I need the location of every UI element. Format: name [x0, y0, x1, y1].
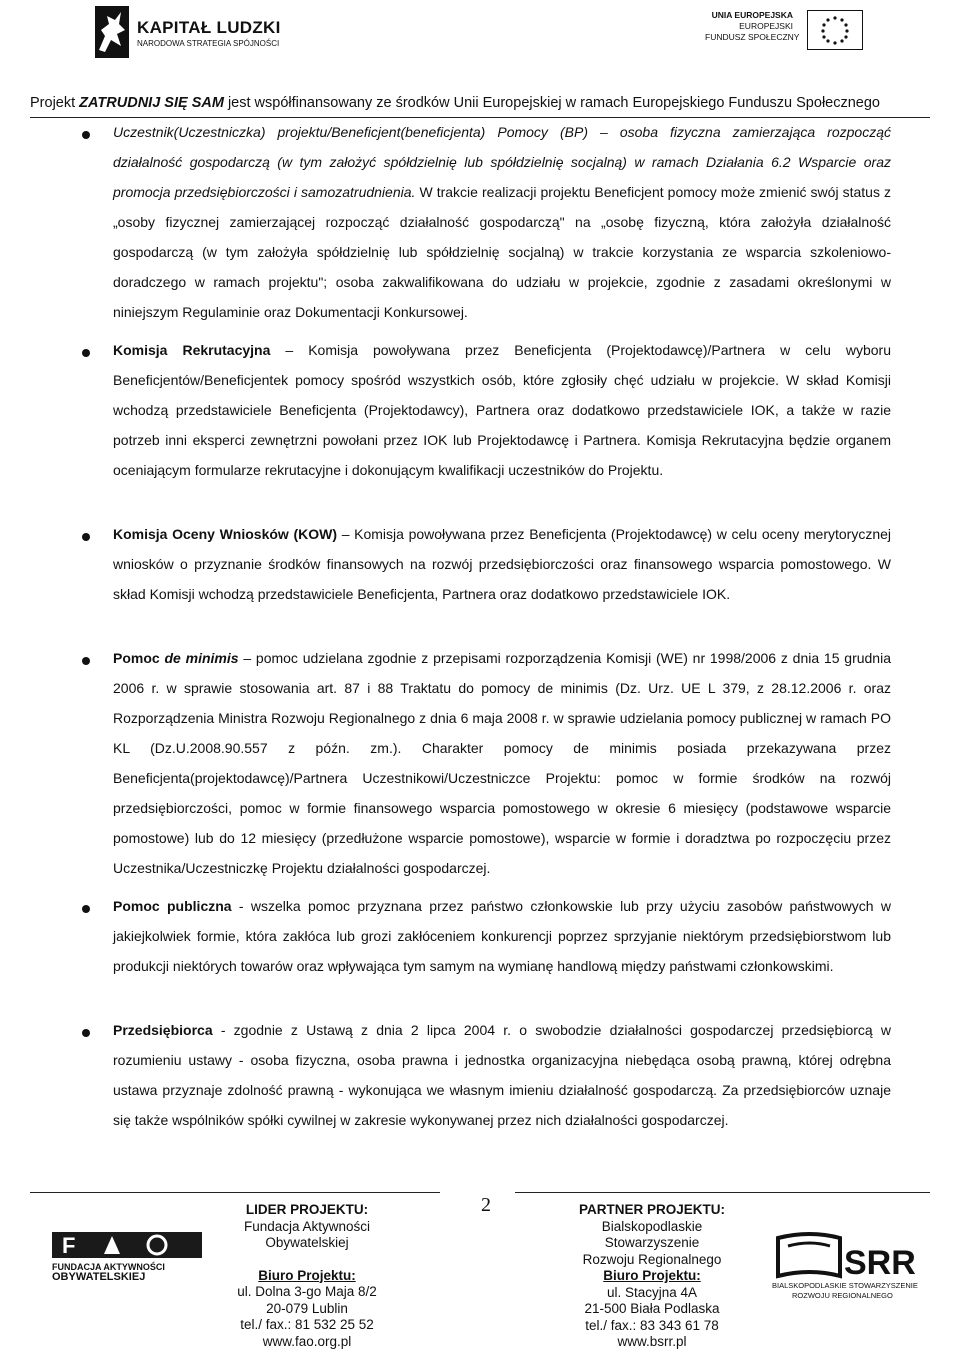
definition-body: - wszelka pomoc przyznana przez państwo członkowskie lub przy użyciu zasobów państwowych w jakiejkolwiek formie, która zakłóca lub grozi zakłóceniem konkurencji poprzez sprzyjanie niektórym przedsiębiorstwom lub produkcji niektórych towarów oraz wpływająca tym samym na wymianę handlową między państwami członkowskimi. [113, 898, 892, 974]
definition-term: Komisja Oceny Wniosków (KOW) [113, 526, 338, 542]
fao-logo-line-1: FUNDACJA AKTYWNOŚCI [52, 1262, 165, 1272]
leader-city: 20-079 Lublin [266, 1300, 348, 1316]
project-funding-line [30, 95, 930, 111]
definition-text [113, 891, 891, 981]
bullet-icon [82, 349, 90, 357]
definition-body: - zgodnie z Ustawą z dnia 2 lipca 2004 r. o swobodzie działalności gospodarczej przedsiębiorcą w rozumieniu ustawy - osoba fizyczna, osoba prawna i jednostka organizacyjna niebędąca osobą prawną, której odrębna ustawa przyznaje zdolność prawną - wykonująca we własnym imieniu działalność gospodarczą. Za przedsiębiorców uznaje się także wspólników spółki cywilnej w zakresie wykonywanej przez nich działalności gospodarczej. [113, 1022, 891, 1128]
eu-line-3: FUNDUSZ SPOŁECZNY [705, 32, 800, 42]
project-partner-info [557, 1202, 747, 1351]
bullet-icon [82, 533, 90, 541]
eu-logo-text [705, 10, 800, 43]
svg-text:SRR: SRR [844, 1244, 916, 1282]
kapital-ludzki-emblem-icon [95, 6, 129, 58]
project-prefix: Projekt [30, 95, 80, 111]
fao-logo [52, 1232, 202, 1280]
footer-divider-left [30, 1192, 440, 1193]
bsrr-logo-line-1: BIALSKOPODLASKIE STOWARZYSZENIE [772, 1281, 918, 1290]
bullet-icon [82, 1029, 90, 1037]
kapital-ludzki-subtitle: NARODOWA STRATEGIA SPÓJNOŚCI [137, 39, 280, 48]
kapital-ludzki-logo [95, 6, 281, 58]
definition-body: – Komisja powoływana przez Beneficjenta (Projektodawcę)/Partnera w celu wyboru Beneficjentów/Beneficjentek pomocy spośród wszystkich osób, które zgłosiły chęć udziału w projekcie. W skład Komisji wchodzą przedstawiciele Beneficjenta (Projektodawcy), Partnera oraz dodatkowo przedstawiciele IOK, a także w razie potrzeb inni eksperci zewnętrzni powołani przez IOK lub Projektodawcę i Partnera. Komisja Rekrutacyjna będzie organem oceniającym formularze rekrutacyjne i dokonującym kwalifikacji uczestników do Projektu. [113, 342, 891, 478]
bullet-icon [82, 905, 90, 913]
svg-text:F: F [62, 1233, 76, 1258]
project-suffix: jest współfinansowany ze środków Unii Europejskiej w ramach Europejskiego Funduszu Społecznego [223, 95, 880, 111]
page-number: 2 [481, 1194, 491, 1216]
leader-street: ul. Dolna 3-go Maja 8/2 [237, 1284, 377, 1299]
project-leader-info [212, 1202, 402, 1350]
project-name: ZATRUDNIJ SIĘ SAM [79, 95, 224, 111]
partner-office-heading: Biuro Projektu: [603, 1268, 701, 1283]
leader-name-1: Fundacja Aktywności [243, 1218, 371, 1234]
definition-term: Pomoc [113, 650, 165, 666]
eu-logo [705, 10, 865, 50]
partner-street: ul. Stacyjna 4A [606, 1284, 698, 1300]
partner-city: 21-500 Biała Podlaska [584, 1301, 720, 1316]
bullet-icon [82, 657, 90, 665]
definition-body: – pomoc udzielana zgodnie z przepisami rozporządzenia Komisji (WE) nr 1998/2006 z dnia 15 grudnia 2006 r. w sprawie stosowania art. 87 i 88 Traktatu do pomocy de minimis (Dz. Urz. UE L 379, z 28.12.2006 r. oraz Rozporządzenia Ministra Rozwoju Regionalnego z dnia 6 maja 2008 r. w sprawie udzielania pomocy publicznej w ramach PO KL (Dz.U.2008.90.557 z późn. zm.). Charakter pomocy de minimis posiada przekazywana przez Beneficjenta(projektodawcę)/Partnera Uczestnikowi/Uczestniczce Projektu: pomoc w formie środków na rozwój przedsiębiorczości, pomoc w formie finansowego wsparcia pomostowego w okresie 6 miesięcy (podstawowe wsparcie pomostowe) lub do 12 miesięcy (przedłużone wsparcie pomostowe), wsparcie w formie i doradztwa po rozpoczęciu przez Uczestnika/Uczestniczkę Projektu działalności gospodarczej. [113, 650, 891, 876]
bullet-icon [82, 131, 90, 139]
partner-heading: PARTNER PROJEKTU: [578, 1202, 725, 1217]
definition-term: Komisja Rekrutacyjna [113, 342, 271, 358]
partner-name-2: Stowarzyszenie [604, 1235, 700, 1250]
partner-phone: tel./ fax.: 83 343 61 78 [585, 1317, 719, 1333]
footer-divider-right [515, 1192, 930, 1193]
definition-text [113, 117, 891, 327]
leader-name-2: Obywatelskiej [265, 1235, 349, 1250]
kapital-ludzki-title: KAPITAŁ LUDZKI [137, 18, 281, 37]
eu-line-1: UNIA EUROPEJSKA [711, 10, 793, 20]
partner-name-3: Rozwoju Regionalnego [582, 1251, 722, 1267]
page-header [0, 0, 960, 118]
definition-body: – Komisja powoływana przez Beneficjenta (Projektodawcę) w celu oceny merytorycznej wniosków o przyznanie środków finansowych na rozwój przedsiębiorczości oraz finansowego wsparcia pomostowego. W skład Komisji wchodzą przedstawiciele Beneficjenta, Partnera oraz dodatkowo przedstawiciele IOK. [113, 526, 891, 602]
leader-website-link[interactable]: www.fao.org.pl [262, 1333, 352, 1349]
definition-term: Uczestnik(Uczestniczka) projektu/Beneficjent(beneficjenta) Pomocy (BP) – osoba fizyczna zamierzająca rozpocząć działalność gospodarczą (w tym założyć spółdzielnię lub spółdzielnię socjalną) w ramach Działania 6.2 Wsparcie oraz promocja przedsiębiorczości i samozatrudnienia. [113, 124, 891, 200]
definition-text [113, 519, 891, 609]
definition-text [113, 1015, 891, 1135]
definition-text [113, 643, 891, 883]
bsrr-logo [770, 1228, 930, 1300]
definition-term-italic: de minimis [164, 650, 239, 666]
definition-text [113, 335, 891, 485]
definition-term: Pomoc publiczna [113, 898, 232, 914]
partner-website-link[interactable]: www.bsrr.pl [617, 1334, 687, 1349]
definition-term: Przedsiębiorca [113, 1022, 213, 1038]
eu-line-2: EUROPEJSKI [739, 21, 793, 31]
leader-office-heading: Biuro Projektu: [258, 1267, 356, 1283]
leader-heading: LIDER PROJEKTU: [245, 1202, 369, 1217]
leader-phone: tel./ fax.: 81 532 25 52 [240, 1317, 374, 1332]
page-footer [0, 1180, 960, 1350]
definition-body: W trakcie realizacji projektu Beneficjent pomocy może zmienić swój status z „osoby fizycznej zamierzającej rozpocząć działalność gospodarczą" na „osobę fizyczną, która założyła działalność gospodarczą (w tym założyła spółdzielnię lub spółdzielnię socjalną) w trakcie korzystania ze wsparcia szkoleniowo-doradczego w ramach projektu"; osoba zakwalifikowana do udziału w projekcie, zgodnie z zasadami określonymi w niniejszym Regulaminie oraz Dokumentacji Konkursowej. [113, 184, 892, 320]
eu-flag-icon [807, 10, 863, 50]
fao-logo-line-2: OBYWATELSKIEJ [52, 1271, 146, 1280]
partner-name-1: Bialskopodlaskie [601, 1218, 703, 1234]
bsrr-logo-line-2: ROZWOJU REGIONALNEGO [792, 1291, 893, 1300]
